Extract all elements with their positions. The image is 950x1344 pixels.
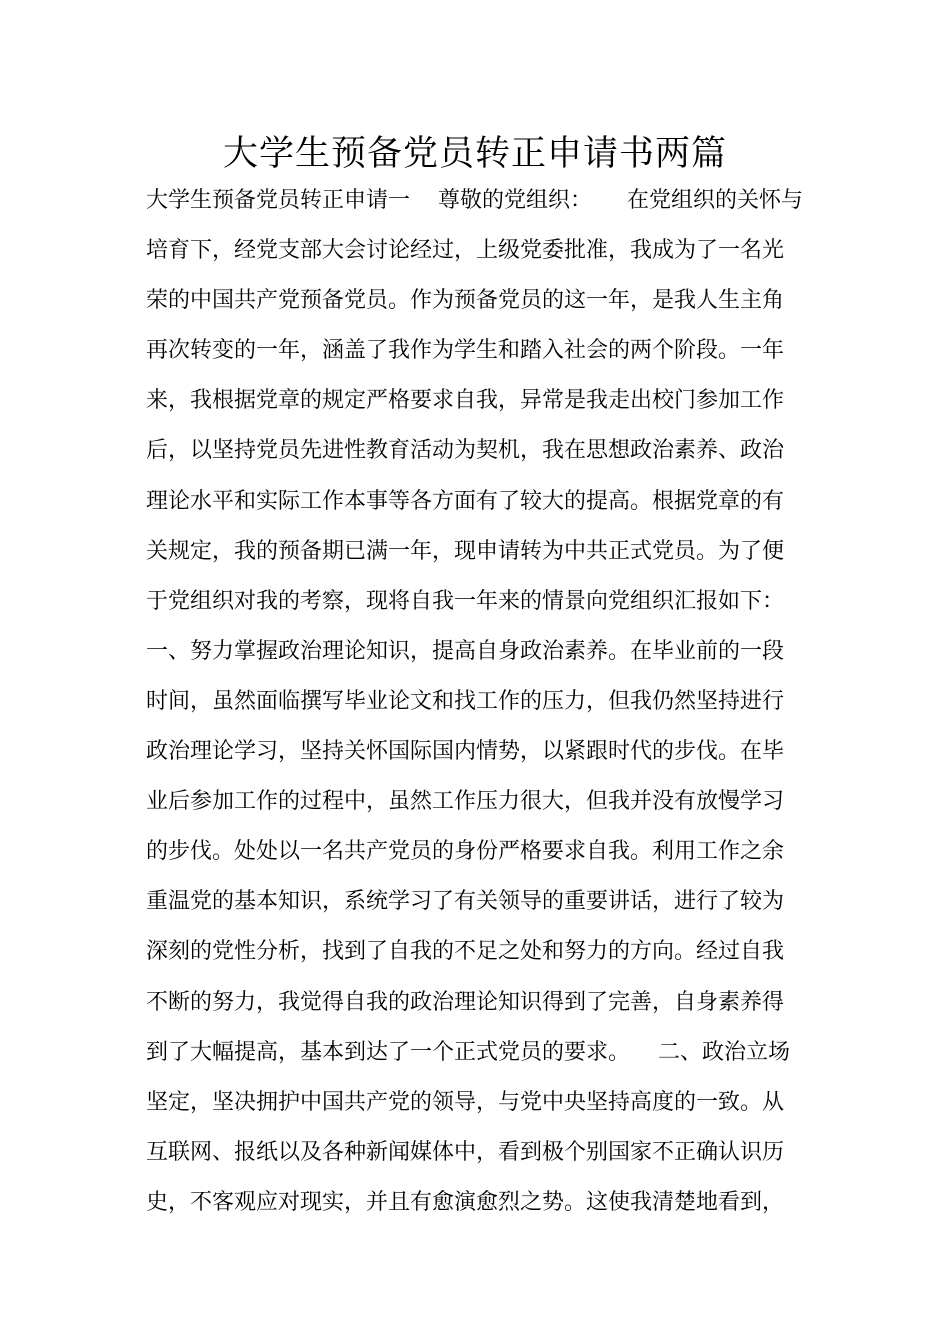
paragraph-line: 理论水平和实际工作本事等各方面有了较大的提高。根据党章的有 [146,488,785,514]
paragraph-line: 大学生预备党员转正申请一 尊敬的党组织： 在党组织的关怀与 [146,188,803,213]
paragraph-line: 到了大幅提高，基本到达了一个正式党员的要求。 二、政治立场 [146,1039,790,1065]
paragraph-line: 的步伐。处处以一名共产党员的身份严格要求自我。利用工作之余 [146,839,785,865]
paragraph-line: 时间，虽然面临撰写毕业论文和找工作的压力，但我仍然坚持进行 [146,688,785,714]
paragraph-line: 培育下，经党支部大会讨论经过，上级党委批准，我成为了一名光 [146,238,785,264]
paragraph-line: 不断的努力，我觉得自我的政治理论知识得到了完善，自身素养得 [146,989,785,1015]
paragraph-line: 深刻的党性分析，找到了自我的不足之处和努力的方向。经过自我 [146,939,785,965]
paragraph-line: 关规定，我的预备期已满一年，现申请转为中共正式党员。为了便 [146,538,785,564]
paragraph-line: 坚定，坚决拥护中国共产党的领导，与党中央坚持高度的一致。从 [146,1089,785,1115]
paragraph-line: 政治理论学习，坚持关怀国际国内情势，以紧跟时代的步伐。在毕 [146,739,785,765]
paragraph-line: 重温党的基本知识，系统学习了有关领导的重要讲话，进行了较为 [146,889,785,915]
paragraph-line: 来，我根据党章的规定严格要求自我，异常是我走出校门参加工作 [146,388,785,414]
document-title: 大学生预备党员转正申请书两篇 [222,134,727,174]
paragraph-line: 一、努力掌握政治理论知识，提高自身政治素养。在毕业前的一段 [146,638,785,664]
paragraph-line: 史，不客观应对现实，并且有愈演愈烈之势。这使我清楚地看到， [146,1189,785,1215]
paragraph-line: 荣的中国共产党预备党员。作为预备党员的这一年，是我人生主角 [146,288,785,314]
paragraph-line: 后，以坚持党员先进性教育活动为契机，我在思想政治素养、政治 [146,438,785,464]
paragraph-line: 再次转变的一年，涵盖了我作为学生和踏入社会的两个阶段。一年 [146,338,785,364]
paragraph-line: 业后参加工作的过程中，虽然工作压力很大，但我并没有放慢学习 [146,789,785,815]
paragraph-line: 互联网、报纸以及各种新闻媒体中，看到极个别国家不正确认识历 [146,1139,785,1165]
paragraph-line: 于党组织对我的考察，现将自我一年来的情景向党组织汇报如下： [146,588,785,614]
document-body [146,179,826,1231]
